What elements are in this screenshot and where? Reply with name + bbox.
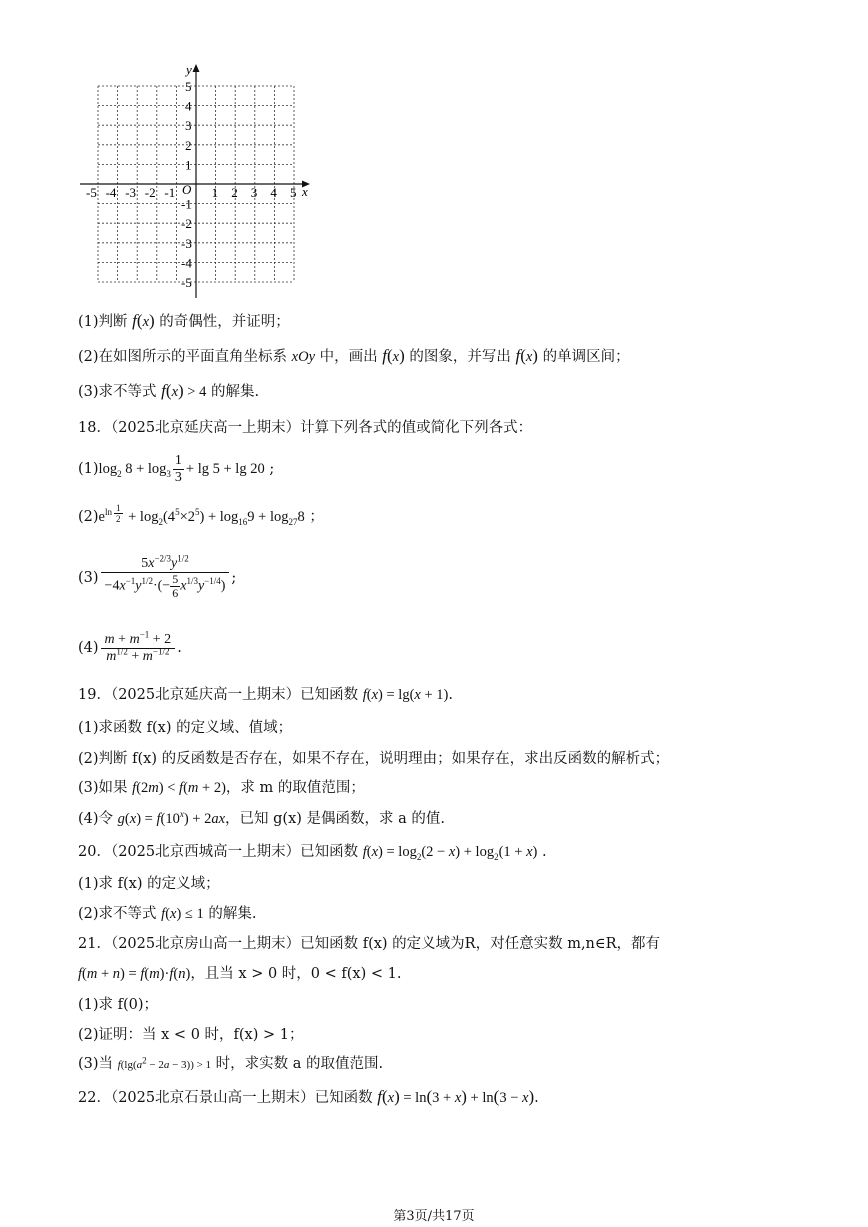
q21-part1: (1)求 f(0)； xyxy=(78,997,159,1013)
q19-title: 19．（2025北京延庆高一上期末）已知函数 f(x) = lg(x + 1). xyxy=(78,687,453,703)
q18-part2: $(2)e^{ln \frac{1}{2}}$ + $\log_2(4^5\times 2^5) + \log_{16}9 + \log_{27}8$ ； xyxy=(78,502,324,527)
q22-title: 22．（2025北京石景山高一上期末）已知函数 f(x) = ln(3 + x) + ln(3 − x). xyxy=(78,1087,539,1106)
q20-title: 20．（2025北京西城高一上期末）已知函数 $f(x) = \log_2(2 - x) + \log_2(1 + x)$ . xyxy=(78,844,547,862)
x-tick-label: -3 xyxy=(125,185,137,200)
y-tick-label: -1 xyxy=(181,196,192,212)
q17-part2: (2)在如图所示的平面直角坐标系 xOy 中，画出 f(x) 的图象，并写出 f(x) 的单调区间； xyxy=(78,346,630,365)
q19-part2: (2)判断 f(x) 的反函数是否存在，如果不存在，说明理由；如果存在，求出反函数的解析式； xyxy=(78,751,670,767)
q20-part1: (1)求 f(x) 的定义域； xyxy=(78,876,220,892)
page-footer: 第3页/共17页 xyxy=(393,1209,475,1224)
q19-part1: (1)求函数 f(x) 的定义域、值域； xyxy=(78,720,293,736)
q21-title: 21．（2025北京房山高一上期末）已知函数 f(x) 的定义域为R，对任意实数 m,n∈R，都有 xyxy=(78,936,661,952)
y-tick-label: 4 xyxy=(185,98,192,114)
q20-part2: (2)求不等式 f(x) ≤ 1 的解集. xyxy=(78,906,257,922)
q18-title: 18．（2025北京延庆高一上期末）计算下列各式的值或简化下列各式： xyxy=(78,420,533,436)
q21-part2: (2)证明：当 x < 0 时，f(x) > 1； xyxy=(78,1027,304,1043)
origin-label: O xyxy=(182,182,192,197)
y-tick-label: 1 xyxy=(185,157,192,173)
q17-part3: (3)求不等式 f(x) > 4 的解集. xyxy=(78,381,260,400)
x-tick-label: 5 xyxy=(290,185,297,200)
y-axis-arrow-icon xyxy=(193,64,200,72)
coordinate-grid xyxy=(78,62,318,302)
y-tick-label: -2 xyxy=(181,216,192,232)
y-tick-label: -5 xyxy=(181,275,192,290)
x-tick-label: -1 xyxy=(164,185,176,200)
x-tick-label: 1 xyxy=(211,185,219,200)
x-tick-label: 3 xyxy=(250,185,258,200)
q18-part4: (4) $\frac{m + m^{-1} + 2}{m^{1/2} + m^{-1/2}}$ . xyxy=(78,628,182,664)
y-axis-label: y xyxy=(186,62,192,77)
q18-part1: $(1)\log_2$ $8 + \log_3$ $\frac{1}{3}$ + lg 5 + lg 20 ; xyxy=(78,452,275,485)
q18-part3: (3) $5x^{-2/3}y^{1/2}$ $-4x^{-1}y^{1/2}\cdot(-$ $\frac{5}{6}$ $x^{1/3}y^{-1/4}$) ; xyxy=(78,553,237,600)
x-tick-label: -4 xyxy=(105,185,117,200)
x-tick-label: 4 xyxy=(270,185,277,200)
y-tick-label: 5 xyxy=(185,79,192,94)
x-tick-label: 2 xyxy=(231,185,238,200)
x-axis-label: x xyxy=(302,184,308,199)
y-tick-label: 2 xyxy=(185,137,192,153)
q19-part4: (4)令 $g(x) = f(10^x) + 2ax$，已知 g(x) 是偶函数，求 a 的值. xyxy=(78,809,445,827)
q19-part3: (3)如果 f(2m) < f(m + 2)，求 m 的取值范围； xyxy=(78,780,365,796)
y-tick-label: 3 xyxy=(185,118,192,134)
y-tick-label: -4 xyxy=(181,255,192,271)
q21-line2: f(m + n) = f(m)·f(n)，且当 x > 0 时，0 < f(x) < 1. xyxy=(78,966,402,982)
q17-part1: (1)判断 f(x) 的奇偶性，并证明； xyxy=(78,311,290,330)
x-tick-label: -2 xyxy=(144,185,156,200)
q21-part3: (3)当 $f(\lg(a^2 - 2a - 3)) > 1$ 时，求实数 a 的取值范围. xyxy=(78,1055,384,1072)
y-tick-label: -3 xyxy=(181,235,192,251)
x-tick-label: -5 xyxy=(86,185,97,200)
